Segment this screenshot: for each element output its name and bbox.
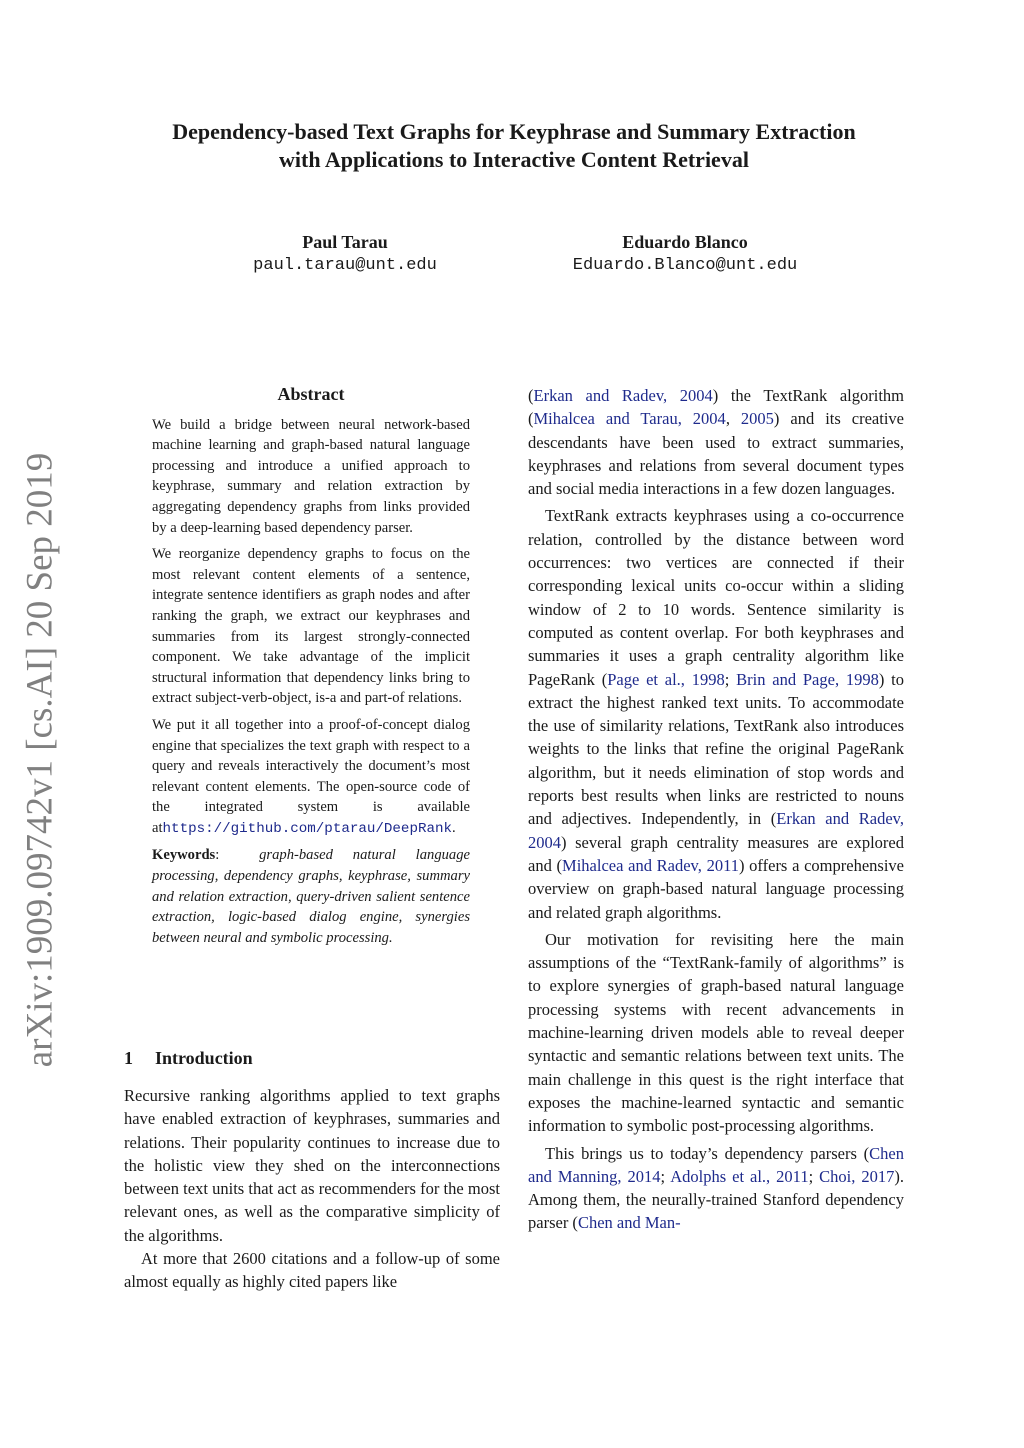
paper-title — [100, 118, 928, 174]
abstract-p3-text: We put it all together into a proof-of-concept dialog engine that specializes the text graph with respect to a query and reveals interactively the document’s most relevant content elements. The open-source code of the integrated system is available at — [152, 716, 470, 836]
citation-link[interactable]: Page et al., 1998 — [607, 669, 725, 689]
keywords-separator: : — [215, 847, 220, 864]
author-name: Eduardo Blanco — [622, 232, 748, 252]
citation-link[interactable]: 2005 — [740, 409, 774, 429]
citation-link[interactable]: Choi, 2017 — [819, 1166, 895, 1186]
keywords-text: graph-based natural language processing, dependency graphs, keyphrase, summary and relation extraction, query-driven salient sentence extraction, logic-based dialog engine, synergies between neural and symbolic processing. — [152, 847, 470, 946]
arxiv-sidebar-stamp — [8, 452, 72, 1068]
abstract-paragraph-2: We reorganize dependency graphs to focus on the most relevant content elements of a sentence, integrate sentence identifiers as graph nodes and after ranking the graph, we extract our keyphrases and summaries from its largest strongly-connected component. We take advantage of the implicit structural information that dependency links bring to extract subject-verb-object, is-a and part-of relations. — [152, 546, 470, 707]
abstract-p3-end: . — [452, 819, 456, 836]
author-block-2 — [515, 230, 855, 278]
citation-link[interactable]: Brin and Page, 1998 — [736, 669, 879, 689]
body-text: TextRank extracts keyphrases using a co-occurrence relation, controlled by the distance between word occurrences: two vertices are connected if their corresponding lexical units co-occur within a sliding window of 2 to 10 words. Sentence similarity is computed as content overlap. For both keyphrases and summaries it uses a graph centrality algorithm like PageRank ( — [528, 506, 904, 689]
body-text: ) the TextRank algorithm ( — [528, 386, 904, 429]
arxiv-identifier: arXiv:1909.09742v1 [cs.AI] 20 Sep 2019 — [19, 452, 61, 1068]
author-email: paul.tarau@unt.edu — [253, 256, 437, 275]
body-text: ). Among them, the neurally-trained Stanford dependency parser ( — [528, 1166, 905, 1233]
intro-paragraph-1: Recursive ranking algorithms applied to text graphs have enabled extraction of keyphrases, summaries and relations. Their popularity continues to increase due to the holistic view they shed on the interconnections between text units that act as recommenders for the most relevant ones, as well as the comparative simplicity of the algorithms. — [124, 1086, 500, 1245]
body-text: , — [725, 409, 741, 429]
body-text: ) to extract the highest ranked text units. To accommodate the use of similarity relations, TextRank also introduces weights to the links that refine the original PageRank algorithm, but it needs elimination of stop words and reports best results when links are restricted to nouns and adjectives. Independently, in ( — [528, 669, 904, 829]
keywords-paragraph — [152, 845, 470, 948]
right-paragraph-2 — [528, 504, 904, 923]
citation-link[interactable]: Erkan and Radev, 2004 — [528, 809, 904, 852]
citation-link[interactable]: Mihalcea and Tarau, 2004 — [533, 409, 726, 429]
body-text: ) offers a comprehensive overview on graph-based natural language processing and related graph algorithms. — [528, 855, 904, 922]
abstract-section — [152, 384, 470, 954]
author-email: Eduardo.Blanco@unt.edu — [572, 256, 798, 275]
source-code-link[interactable]: https://github.com/ptarau/DeepRank — [162, 820, 453, 837]
body-text: ; — [660, 1166, 671, 1186]
citation-link[interactable]: Mihalcea and Radev, 2011 — [562, 855, 739, 875]
body-text: This brings us to today’s dependency parsers ( — [545, 1143, 870, 1163]
abstract-paragraph-3 — [152, 715, 470, 840]
title-line-1: Dependency-based Text Graphs for Keyphrase and Summary Extraction — [172, 119, 856, 144]
citation-link[interactable]: Chen and Man- — [577, 1213, 681, 1233]
body-text: ) and its creative descendants have been used to extract summaries, keyphrases and relations from several document types and social media interactions in a few dozen languages. — [528, 409, 904, 499]
right-paragraph-3: Our motivation for revisiting here the main assumptions of the “TextRank-family of algorithms” is to explore synergies of graph-based natural language processing systems with recent advancements in machine-learning driven models able to reveal deeper syntactic and semantic relations between text units. The main challenge in this quest is the right interface that exposes the machine-learned syntactic and semantic information to symbolic post-processing algorithms. — [528, 929, 904, 1136]
right-paragraph-1: (Erkan and Radev, 2004) the TextRank algorithm (Mihalcea and Tarau, 2004, 2005) and its creative descendants have been used to extract summaries, keyphrases and relations from several document types and social media interactions in a few dozen languages. — [528, 386, 904, 499]
intro-paragraph-2: At more that 2600 citations and a follow-up of some almost equally as highly cited papers like — [124, 1249, 500, 1292]
section-heading-introduction — [124, 1048, 253, 1069]
citation-link[interactable]: Chen and Manning, 2014 — [528, 1143, 904, 1186]
author-name: Paul Tarau — [302, 232, 388, 252]
abstract-heading: Abstract — [277, 384, 345, 404]
body-text: ) several graph centrality measures are explored and ( — [528, 832, 904, 875]
author-block-1 — [175, 230, 515, 278]
body-text: ; — [724, 669, 737, 689]
section-title: Introduction — [155, 1048, 253, 1068]
keywords-label: Keywords — [152, 847, 216, 864]
title-line-2: with Applications to Interactive Content Retrieval — [279, 147, 749, 172]
citation-link[interactable]: Erkan and Radev, 2004 — [533, 386, 713, 405]
right-paragraph-4 — [528, 1142, 904, 1235]
abstract-paragraph-1: We build a bridge between neural network-based machine learning and graph-based natural language processing and introduce a unified approach to keyphrase, summary and relation extraction by aggregating dependency graphs from links provided by a deep-learning based dependency parser. — [152, 416, 470, 536]
citation-link[interactable]: Adolphs et al., 2011 — [670, 1166, 809, 1186]
section-number: 1 — [124, 1048, 133, 1068]
body-text: ; — [808, 1166, 820, 1186]
left-column-body — [124, 1084, 500, 1294]
right-column-body — [528, 384, 904, 1235]
